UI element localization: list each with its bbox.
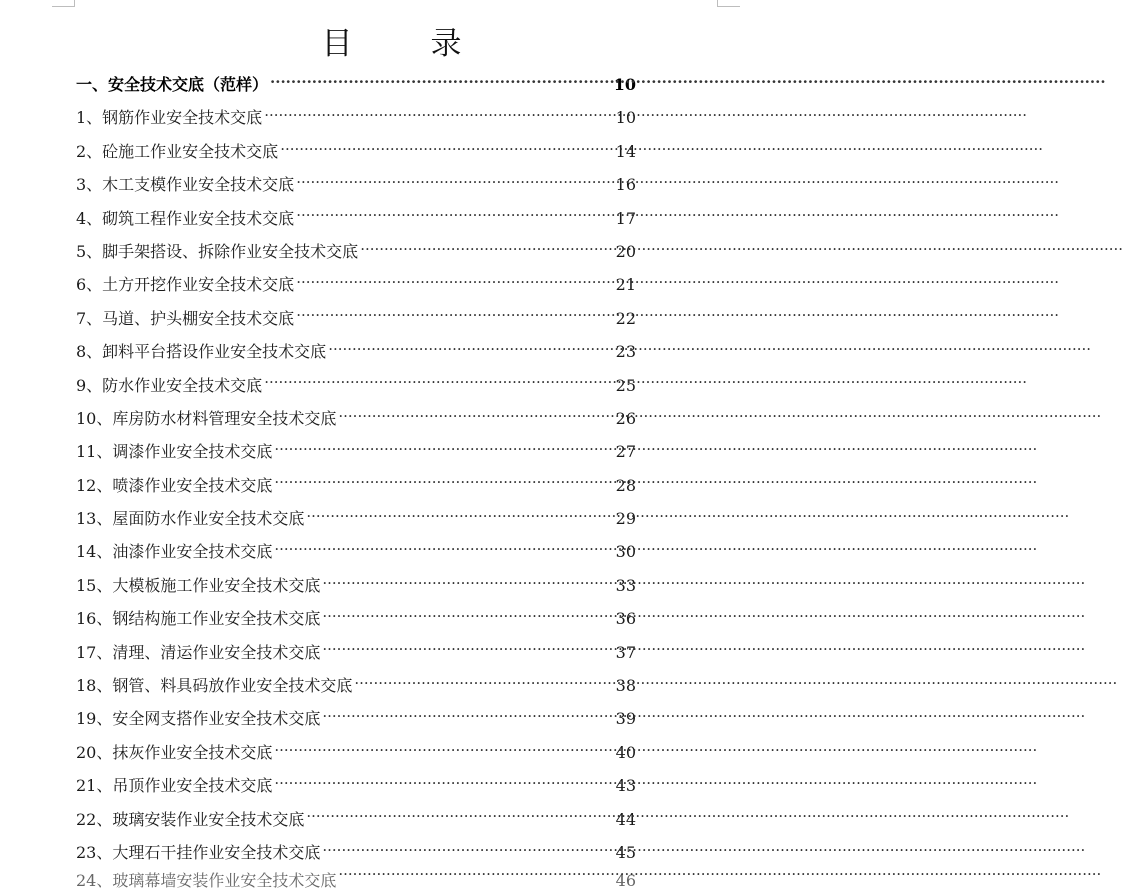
toc-item-page: 20: [615, 241, 636, 261]
toc-item-label: 19、安全网支搭作业安全技术交底: [76, 709, 321, 729]
toc-leader-dots: [264, 107, 613, 123]
toc-item-label: 13、屋面防水作业安全技术交底: [76, 509, 305, 529]
toc-leader-dots: [322, 608, 613, 624]
toc-item-page: 46: [615, 871, 636, 891]
toc-leader-dots: [306, 809, 613, 825]
toc-item-label: 20、抹灰作业安全技术交底: [76, 742, 273, 762]
toc-item-page: 25: [615, 375, 636, 395]
toc-item-row[interactable]: [76, 435, 636, 468]
toc-leader-dots: [274, 775, 613, 791]
toc-item-page: 22: [615, 308, 636, 328]
toc-item-row[interactable]: [76, 736, 636, 769]
toc-item-label: 5、脚手架搭设、拆除作业安全技术交底: [76, 241, 359, 261]
toc-leader-dots: [322, 575, 613, 591]
toc-item-page: 39: [615, 709, 636, 729]
toc-leader-dots: [274, 441, 613, 457]
toc-item-label: 17、清理、清运作业安全技术交底: [76, 642, 321, 662]
toc-item-label: 21、吊顶作业安全技术交底: [76, 776, 273, 796]
toc-leader-dots: [296, 308, 613, 324]
toc-leader-dots: [360, 241, 613, 257]
toc-item-row[interactable]: [76, 402, 636, 435]
toc-leader-dots: [322, 708, 613, 724]
toc-leader-dots: [328, 341, 613, 357]
toc-item-page: 27: [615, 442, 636, 462]
toc-item-page: 21: [615, 275, 636, 295]
toc-leader-dots: [306, 508, 613, 524]
toc-leader-dots: [296, 174, 613, 190]
toc-item-label: 4、砌筑工程作业安全技术交底: [76, 208, 295, 228]
toc-item-label: 11、调漆作业安全技术交底: [76, 442, 273, 462]
toc-section-page: 10: [613, 75, 636, 94]
toc-item-page: 36: [615, 609, 636, 629]
toc-item-page: 37: [615, 642, 636, 662]
page-corner-mark-left: [52, 0, 75, 7]
toc-leader-dots: [338, 870, 613, 886]
title-char-1: 目: [321, 26, 353, 62]
toc-item-row[interactable]: [76, 235, 636, 268]
toc-leader-dots: [322, 642, 613, 658]
toc-item-page: 45: [615, 842, 636, 862]
table-of-contents: [76, 68, 636, 891]
toc-section-row[interactable]: [76, 68, 636, 101]
toc-item-page: 28: [615, 475, 636, 495]
toc-leader-dots: [338, 408, 613, 424]
toc-leader-dots: [270, 74, 612, 90]
toc-section-label: 一、安全技术交底（范样）: [76, 75, 269, 94]
page-corner-mark-right: [717, 0, 740, 7]
toc-item-page: 26: [615, 408, 636, 428]
title-char-2: 录: [430, 26, 462, 62]
toc-item-row[interactable]: [76, 502, 636, 535]
toc-item-label: 10、库房防水材料管理安全技术交底: [76, 408, 337, 428]
toc-item-row[interactable]: [76, 769, 636, 802]
toc-item-row[interactable]: [76, 636, 636, 669]
toc-leader-dots: [264, 375, 613, 391]
toc-item-row[interactable]: [76, 702, 636, 735]
toc-item-row[interactable]: [76, 569, 636, 602]
toc-item-label: 16、钢结构施工作业安全技术交底: [76, 609, 321, 629]
toc-item-label: 14、油漆作业安全技术交底: [76, 542, 273, 562]
toc-item-page: 23: [615, 342, 636, 362]
toc-item-page: 14: [615, 141, 636, 161]
page-title: [0, 22, 783, 66]
toc-item-label: 3、木工支模作业安全技术交底: [76, 175, 295, 195]
toc-item-label: 7、马道、护头棚安全技术交底: [76, 308, 295, 328]
toc-leader-dots: [296, 274, 613, 290]
toc-item-label: 12、喷漆作业安全技术交底: [76, 475, 273, 495]
toc-item-row[interactable]: [76, 168, 636, 201]
toc-leader-dots: [322, 842, 613, 858]
toc-item-row[interactable]: [76, 803, 636, 836]
toc-item-label: 23、大理石干挂作业安全技术交底: [76, 842, 321, 862]
toc-item-row[interactable]: [76, 602, 636, 635]
toc-item-label: 8、卸料平台搭设作业安全技术交底: [76, 342, 327, 362]
toc-item-page: 38: [615, 676, 636, 696]
toc-item-row[interactable]: [76, 369, 636, 402]
toc-item-row[interactable]: [76, 535, 636, 568]
toc-leader-dots: [296, 208, 613, 224]
toc-item-page: 44: [615, 809, 636, 829]
toc-item-label: 2、砼施工作业安全技术交底: [76, 141, 279, 161]
toc-item-row[interactable]: [76, 669, 636, 702]
toc-item-label: 18、钢管、料具码放作业安全技术交底: [76, 676, 353, 696]
toc-leader-dots: [354, 675, 613, 691]
toc-leader-dots: [274, 742, 613, 758]
toc-item-row[interactable]: [76, 268, 636, 301]
toc-item-page: 10: [615, 108, 636, 128]
toc-item-page: 40: [615, 742, 636, 762]
toc-item-row[interactable]: [76, 869, 636, 891]
toc-item-page: 16: [615, 175, 636, 195]
toc-item-page: 33: [615, 575, 636, 595]
toc-leader-dots: [274, 541, 613, 557]
toc-item-label: 22、玻璃安装作业安全技术交底: [76, 809, 305, 829]
toc-item-label: 9、防水作业安全技术交底: [76, 375, 263, 395]
toc-item-label: 24、玻璃幕墙安装作业安全技术交底: [76, 871, 337, 891]
toc-item-page: 29: [615, 509, 636, 529]
toc-item-page: 30: [615, 542, 636, 562]
toc-item-row[interactable]: [76, 202, 636, 235]
toc-item-label: 1、钢筋作业安全技术交底: [76, 108, 263, 128]
toc-leader-dots: [274, 475, 613, 491]
toc-item-row[interactable]: [76, 335, 636, 368]
toc-item-page: 17: [615, 208, 636, 228]
toc-item-row[interactable]: [76, 469, 636, 502]
toc-leader-dots: [280, 141, 613, 157]
toc-item-page: 43: [615, 776, 636, 796]
toc-item-row[interactable]: [76, 302, 636, 335]
toc-item-label: 15、大模板施工作业安全技术交底: [76, 575, 321, 595]
toc-item-row[interactable]: [76, 101, 636, 134]
toc-item-label: 6、土方开挖作业安全技术交底: [76, 275, 295, 295]
toc-item-row[interactable]: [76, 135, 636, 168]
